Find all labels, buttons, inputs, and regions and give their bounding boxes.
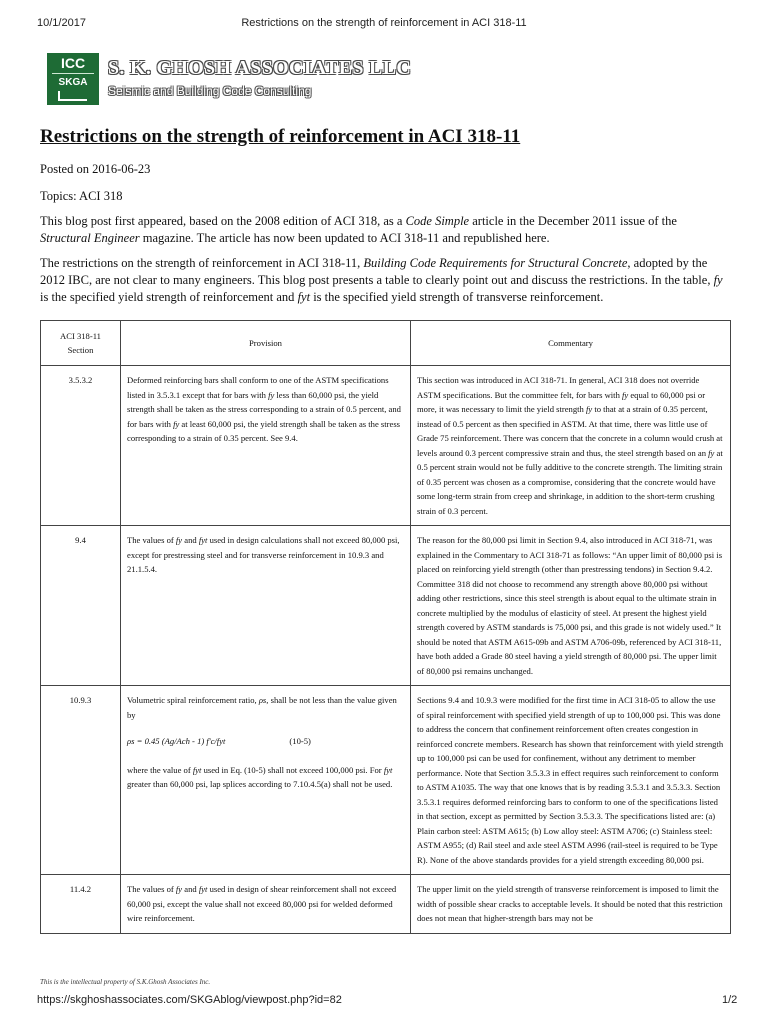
provision-text: less than 60,000 psi, the yield strength shall be taken as the stress corresponding to a strain of 0.5 percent, and for bars with: [127, 389, 401, 429]
commentary-text: at 0.5 percent strain would not be fully additive to the concrete strength. The limiting strain of 0.35 percent was chosen as a compromise, considering that the concrete would have some long-term strain from creep and shrinkage, in addition to the short-term crushing strain of 0.3 percent.: [417, 447, 723, 516]
logo-skga-text: SKGA: [58, 77, 88, 88]
print-page-number: 1/2: [722, 994, 738, 1006]
provision-text: and: [182, 535, 199, 545]
provision-cell: [121, 526, 411, 686]
header-provision: Provision: [121, 321, 411, 366]
provision-text: used in Eq. (10-5) shall not exceed 100,000 psi. For: [201, 764, 384, 775]
symbol-fy: fy: [585, 404, 593, 414]
commentary-text: This section was introduced in ACI 318-71. In general, ACI 318 does not override ASTM specifications. But the committee felt, for bars with: [417, 375, 700, 400]
commentary-text: to that at a strain of 0.35 percent, instead of 0.5 percent as then specified in ASTM. At that time, there was little use of Grade 75 reinforcement. There was concern that the concrete in a column would crush at levels around 0.3 percent compressive strain and thus, the steel strength based on an: [417, 404, 723, 458]
provision-cell: [121, 875, 411, 934]
provision-text: used in design calculations shall not exceed 80,000 psi, except for prestressing steel and for transverse reinforcement in 10.9.3 and 21.1.5.4.: [127, 535, 400, 574]
symbol-fyt: fyt: [383, 764, 393, 775]
section-cell: 10.9.3: [41, 686, 121, 875]
intro1-code-simple: Code Simple: [405, 214, 470, 228]
section-cell: 11.4.2: [41, 875, 121, 934]
intro2-text-c: , adopted by the 2012 IBC, are not clear to many engineers. This blog post presents a table to clearly point out and discuss the restrictions. In the table,: [40, 256, 714, 287]
provision-text: The values of: [127, 884, 176, 894]
post-date: Posted on 2016-06-23: [40, 162, 151, 176]
intro1-text-e: magazine. The article has now been updated to ACI 318-11 and republished here.: [139, 231, 550, 245]
symbol-fy: fy: [173, 418, 180, 429]
commentary-text: equal to 60,000 psi or more, it was necessary to limit the yield strength: [417, 389, 706, 414]
table-header-row: [41, 321, 731, 366]
table-row: [41, 526, 731, 686]
commentary-cell: Sections 9.4 and 10.9.3 were modified for the first time in ACI 318-05 to allow the use of spiral reinforcement with specified yield strength of up to 100,000 psi. This was done to address the concern that confinement reinforcement often creates congestion in reinforced concrete members. Research has shown that reinforcement with yield strength up to 100,000 psi can be used for confinement, without any detriment to member performance. Note that Section 3.5.3.3 in effect requires such reinforcement to conform to ASTM A1035. The way that one knows that is by reading 3.5.3.1 and 3.5.3.3. Section 3.5.3.1 requires deformed reinforcing bars to conform to one of the specifications listed in that section, except as permitted by Section 3.5.3.3. The specifications listed are: (a) Plain carbon steel: ASTM A615; (b) Low alloy steel: ASTM A706; (c) Stainless steel: ASTM A955; (d) Rail steel and axle steel ASTM A996 (rail-steel is required to be Type R). None of the above standards provides for a yield strength exceeding 80,000 psi.: [411, 686, 731, 875]
header-commentary: Commentary: [411, 321, 731, 366]
logo-corner-icon: [47, 53, 99, 105]
symbol-fy: fy: [175, 884, 183, 894]
print-page-title: Restrictions on the strength of reinforcement in ACI 318-11: [241, 17, 527, 29]
provision-cell: [121, 686, 411, 875]
header-section: ACI 318-11 Section: [41, 321, 121, 366]
equation-text: ρs = 0.45 (Ag/Ach - 1) f'c/fyt: [127, 736, 226, 746]
symbol-fy: fy: [175, 535, 183, 545]
intro2-text-a: The restrictions on the strength of reinforcement in ACI 318-11,: [40, 256, 364, 270]
intro-paragraph-1: [40, 213, 730, 247]
icc-skga-logo[interactable]: [47, 53, 99, 105]
commentary-cell: [411, 366, 731, 526]
provision-text: Volumetric spiral reinforcement ratio,: [127, 695, 259, 705]
section-cell: 9.4: [41, 526, 121, 686]
provision-text: and: [182, 884, 199, 894]
company-tagline: Seismic and Building Code Consulting: [108, 84, 312, 98]
equation-number: (10-5): [289, 736, 311, 746]
symbol-fy: fy: [268, 389, 275, 400]
symbol-fy: fy: [622, 389, 629, 400]
company-name: S. K. GHOSH ASSOCIATES LLC: [108, 57, 412, 79]
commentary-cell: The reason for the 80,000 psi limit in Section 9.4, also introduced in ACI 318-71, was explained in the Commentary to ACI 318-71 as follows: “An upper limit of 80,000 psi is placed on reinforcing yield strength (other than prestressing tendons) in Section 9.4.2. Committee 318 did not choose to recommend any strength above 80,000 psi without adding other restrictions, since this steel strength is about equal to the ultimate strain in concrete multiplied by the modulus of elasticity of steel. At present the highest yield strength covered by ASTM standards is 75,000 psi, and this grade is not widely used.” It should be noted that ASTM A615-09b and ASTM A706-09b, referenced by ACI 318-11, have both added a Grade 80 steel having a yield strength of 80,000 psi. The upper limit of 80,000 psi remains unchanged.: [411, 526, 731, 686]
section-cell: 3.5.3.2: [41, 366, 121, 526]
intro2-text-d: is the specified yield strength of reinforcement and: [40, 290, 298, 304]
symbol-fyt: fyt: [192, 764, 202, 775]
symbol-rho-s: ρs: [258, 695, 267, 705]
intro2-text-e: is the specified yield strength of transverse reinforcement.: [310, 290, 604, 304]
provision-text: at least 60,000 psi, the yield strength shall be taken as the stress corresponding to a strain of 0.35 percent. See 9.4.: [127, 418, 401, 443]
intro-paragraph-2: [40, 255, 730, 306]
print-url: https://skghoshassociates.com/SKGAblog/viewpost.php?id=82: [37, 994, 342, 1006]
intro1-text-c: article in the December 2011 issue of the: [469, 214, 677, 228]
equation-10-5: [127, 734, 404, 749]
commentary-cell: The upper limit on the yield strength of transverse reinforcement is imposed to limit the width of possible shear cracks to acceptable levels. It should be noted that this restriction does not mean that higher-strength bars may not be: [411, 875, 731, 934]
symbol-fyt: fyt: [198, 884, 208, 894]
symbol-fy: fy: [713, 273, 723, 287]
provision-text: , shall be not less than the value given by: [127, 695, 397, 720]
post-topics: Topics: ACI 318: [40, 189, 123, 203]
symbol-fyt: fyt: [198, 535, 208, 545]
provision-text: where the value of: [127, 764, 193, 775]
restrictions-table: [40, 320, 731, 934]
provision-cell: [121, 366, 411, 526]
symbol-fy: fy: [708, 447, 715, 458]
print-date: 10/1/2017: [37, 17, 86, 29]
intro1-text-a: This blog post first appeared, based on the 2008 edition of ACI 318, as a: [40, 214, 406, 228]
intro2-code-name: Building Code Requirements for Structural Concrete: [363, 256, 628, 270]
provision-text: greater than 60,000 psi, lap splices according to 7.10.4.5(a) shall not be used.: [127, 779, 393, 789]
provision-text: used in design of shear reinforcement shall not exceed 60,000 psi, except the value shall not exceed 80,000 psi for welded deformed wire reinforcement.: [127, 884, 397, 923]
logo-icc-text: ICC: [60, 55, 86, 71]
provision-text: The values of: [127, 535, 176, 545]
table-row: [41, 366, 731, 526]
provision-text: Deformed reinforcing bars shall conform to one of the ASTM specifications listed in 3.5.3.1 except that for bars with: [127, 375, 389, 400]
table-row: [41, 875, 731, 934]
symbol-fyt: fyt: [297, 290, 311, 304]
intro1-magazine-name: Structural Engineer: [40, 231, 140, 245]
property-notice: This is the intellectual property of S.K.Ghosh Associates Inc.: [40, 978, 211, 986]
page-title: Restrictions on the strength of reinforcement in ACI 318-11: [40, 126, 521, 147]
table-row: [41, 686, 731, 875]
